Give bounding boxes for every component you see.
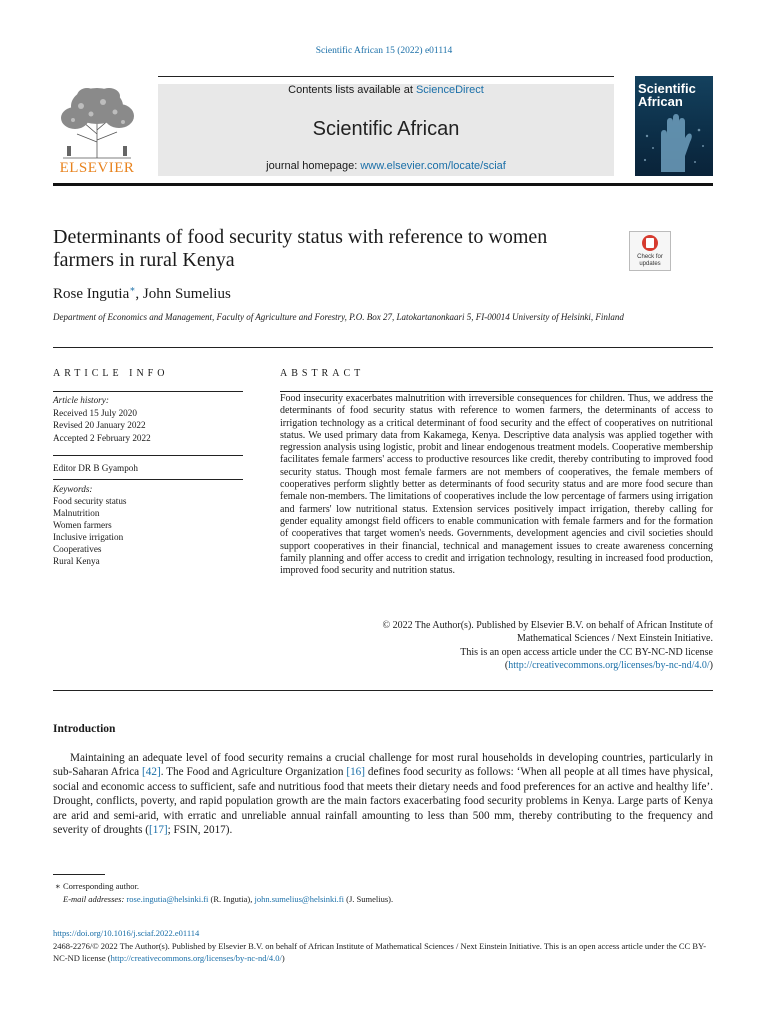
email-link[interactable]: john.sumelius@helsinki.fi <box>254 893 344 904</box>
keyword: Malnutrition <box>53 508 100 518</box>
keyword: Inclusive irrigation <box>53 532 124 542</box>
reference-link[interactable]: [42] <box>142 766 161 779</box>
cover-title-line-1: Scientific <box>638 81 696 96</box>
check-updates-icon <box>642 235 658 251</box>
abstract-heading: ABSTRACT <box>280 368 365 379</box>
check-updates-label: Check for updates <box>637 254 663 267</box>
header-top-rule <box>158 76 614 77</box>
abstract-text: Food insecurity exacerbates malnutrition with irreversible consequences for children. Thus, we address the determinants of food security status with reference to women farmers, the determinants of access to irrigation technology as a critical determinant of food security and the effect of cooperatives on nutritional status. We used primary data from Kakamega, Kenya. Descriptive data analysis was applied together with regression analysis using logistic, probit and linear endogenous treatment models. Cooperative membership facilitates female farmers' access to productive resources like credit, thereby contributing to improved food security status. Though most female farmers are not members of cooperatives, the female members of cooperatives perform slightly better as determinants of food security status and are more food secure than female non-members. The limitations of cooperatives include the low percentage of farmers using irrigation and farmers' low nutritional status. Extension services positively impact irrigation, thereby calling for gender equality amongst field officers to enable communication with female farmers and for the formation of cooperatives that target women's needs. Governments, development agencies and civil societies should support cooperatives in their financial, technical and management issues to create awareness concerning family planning and offer access to credit and irrigation technology, resulting in increased food production, improved food security and nutrition status. <box>280 393 713 577</box>
editor-line: Editor DR B Gyampoh <box>53 463 138 473</box>
keywords-list <box>53 483 243 567</box>
homepage-prefix: journal homepage: <box>266 160 361 172</box>
history-received: Received 15 July 2020 <box>53 407 137 418</box>
keyword: Cooperatives <box>53 544 102 554</box>
copyright-line: This is an open access article under the CC BY-NC-ND license <box>460 646 713 658</box>
article-title: Determinants of food security status with reference to women farmers in rural Kenya <box>53 226 548 271</box>
contents-line <box>158 84 614 96</box>
keyword: Rural Kenya <box>53 556 100 566</box>
footnote-rule <box>53 874 105 875</box>
copyright-line: © 2022 The Author(s). Published by Elsevier B.V. on behalf of African Institute of <box>382 620 713 631</box>
corresponding-text: Corresponding author. <box>63 881 140 891</box>
introduction-paragraph <box>53 751 713 837</box>
journal-reference[interactable]: Scientific African 15 (2022) e01114 <box>315 46 453 56</box>
intro-text: ; FSIN, 2017). <box>167 824 233 837</box>
keyword: Women farmers <box>53 520 112 530</box>
journal-title: Scientific African <box>312 118 460 140</box>
author-affiliation: Department of Economics and Management, Faculty of Agriculture and Forestry, P.O. Box 27, Latokartanonkaari 5, FI-00014 University of Helsinki, Finland <box>53 312 624 322</box>
author-separator: , <box>135 286 143 302</box>
contents-prefix: Contents lists available at <box>288 84 416 96</box>
keywords-label: Keywords: <box>53 484 93 494</box>
footnote-star: ∗ <box>55 881 61 891</box>
issn-text: 2468-2276/© 2022 The Author(s). Published by Elsevier B.V. on behalf of African Institute of Mathematical Sciences / Next Einstein Initiative. This is an open access article under the CC BY-NC-ND license ( <box>53 941 707 964</box>
cover-title-line-2: African <box>638 94 683 109</box>
journal-cover-image[interactable] <box>635 76 713 176</box>
author-list <box>53 284 231 303</box>
issn-close: ) <box>281 953 285 964</box>
history-accepted: Accepted 2 February 2022 <box>53 432 151 443</box>
intro-text: Maintaining an adequate level of food security remains a crucial challenge for most rural households in developing countries, particularly in sub-Saharan Africa <box>53 752 713 779</box>
email-owner: (R. Ingutia), <box>208 893 255 904</box>
email-link[interactable]: rose.ingutia@helsinki.fi <box>126 893 209 904</box>
license-line: (http://creativecommons.org/licenses/by-nc-nd/4.0/) <box>504 659 713 671</box>
divider <box>53 479 243 480</box>
article-info-heading: ARTICLE INFO <box>53 368 169 379</box>
copyright-line: Mathematical Sciences / Next Einstein Initiative. <box>516 633 713 645</box>
reference-link[interactable]: [17] <box>149 824 168 837</box>
elsevier-wordmark: ELSEVIER <box>59 160 135 176</box>
divider <box>53 455 243 456</box>
check-for-updates-button[interactable] <box>629 231 671 271</box>
email-label: E-mail addresses: <box>63 893 125 904</box>
license-link[interactable]: http://creativecommons.org/licenses/by-nc-nd/4.0/ <box>110 953 282 964</box>
header-thick-rule <box>53 183 713 186</box>
cover-title <box>638 82 696 108</box>
abstract-copyright <box>280 619 713 672</box>
history-label: Article history: <box>53 395 109 405</box>
doi-link[interactable]: https://doi.org/10.1016/j.sciaf.2022.e01114 <box>53 928 200 938</box>
article-history <box>53 394 243 444</box>
homepage-line <box>158 160 614 172</box>
divider <box>53 690 713 691</box>
divider <box>280 391 713 392</box>
keyword: Food security status <box>53 496 127 506</box>
intro-text: . The Food and Agriculture Organization <box>160 766 347 779</box>
email-owner: (J. Sumelius). <box>343 893 394 904</box>
divider <box>53 347 713 348</box>
corresponding-footnote <box>53 880 713 893</box>
email-footnote <box>53 893 713 906</box>
reference-link[interactable]: [16] <box>346 766 365 779</box>
footnotes <box>53 880 713 905</box>
author-name: John Sumelius <box>142 286 231 302</box>
author-name: Rose Ingutia <box>53 286 130 302</box>
issn-copyright <box>53 940 713 965</box>
divider <box>53 391 243 392</box>
history-revised: Revised 20 January 2022 <box>53 420 146 430</box>
corresponding-author-mark[interactable]: ∗ <box>129 284 136 294</box>
introduction-heading: Introduction <box>53 723 116 735</box>
journal-homepage-link[interactable]: www.elsevier.com/locate/sciaf <box>360 160 506 172</box>
sciencedirect-link[interactable]: ScienceDirect <box>415 84 484 96</box>
license-link[interactable]: http://creativecommons.org/licenses/by-nc-nd/4.0/ <box>508 659 710 671</box>
intro-text: defines food security as follows: ‘When all people at all times have physical, social and economic access to sufficient, safe and nutritious food that meets their dietary needs and food preferences for an active and healthy life’. Drought, conflicts, poverty, and rapid population growth are the main factors exacerbating food security problems in Kenya. Large parts of Kenya are arid and semi-arid, with erratic and unreliable annual rainfall amounting to less than 500 mm, thereby contributing to the frequency and severity of droughts ( <box>53 766 713 837</box>
